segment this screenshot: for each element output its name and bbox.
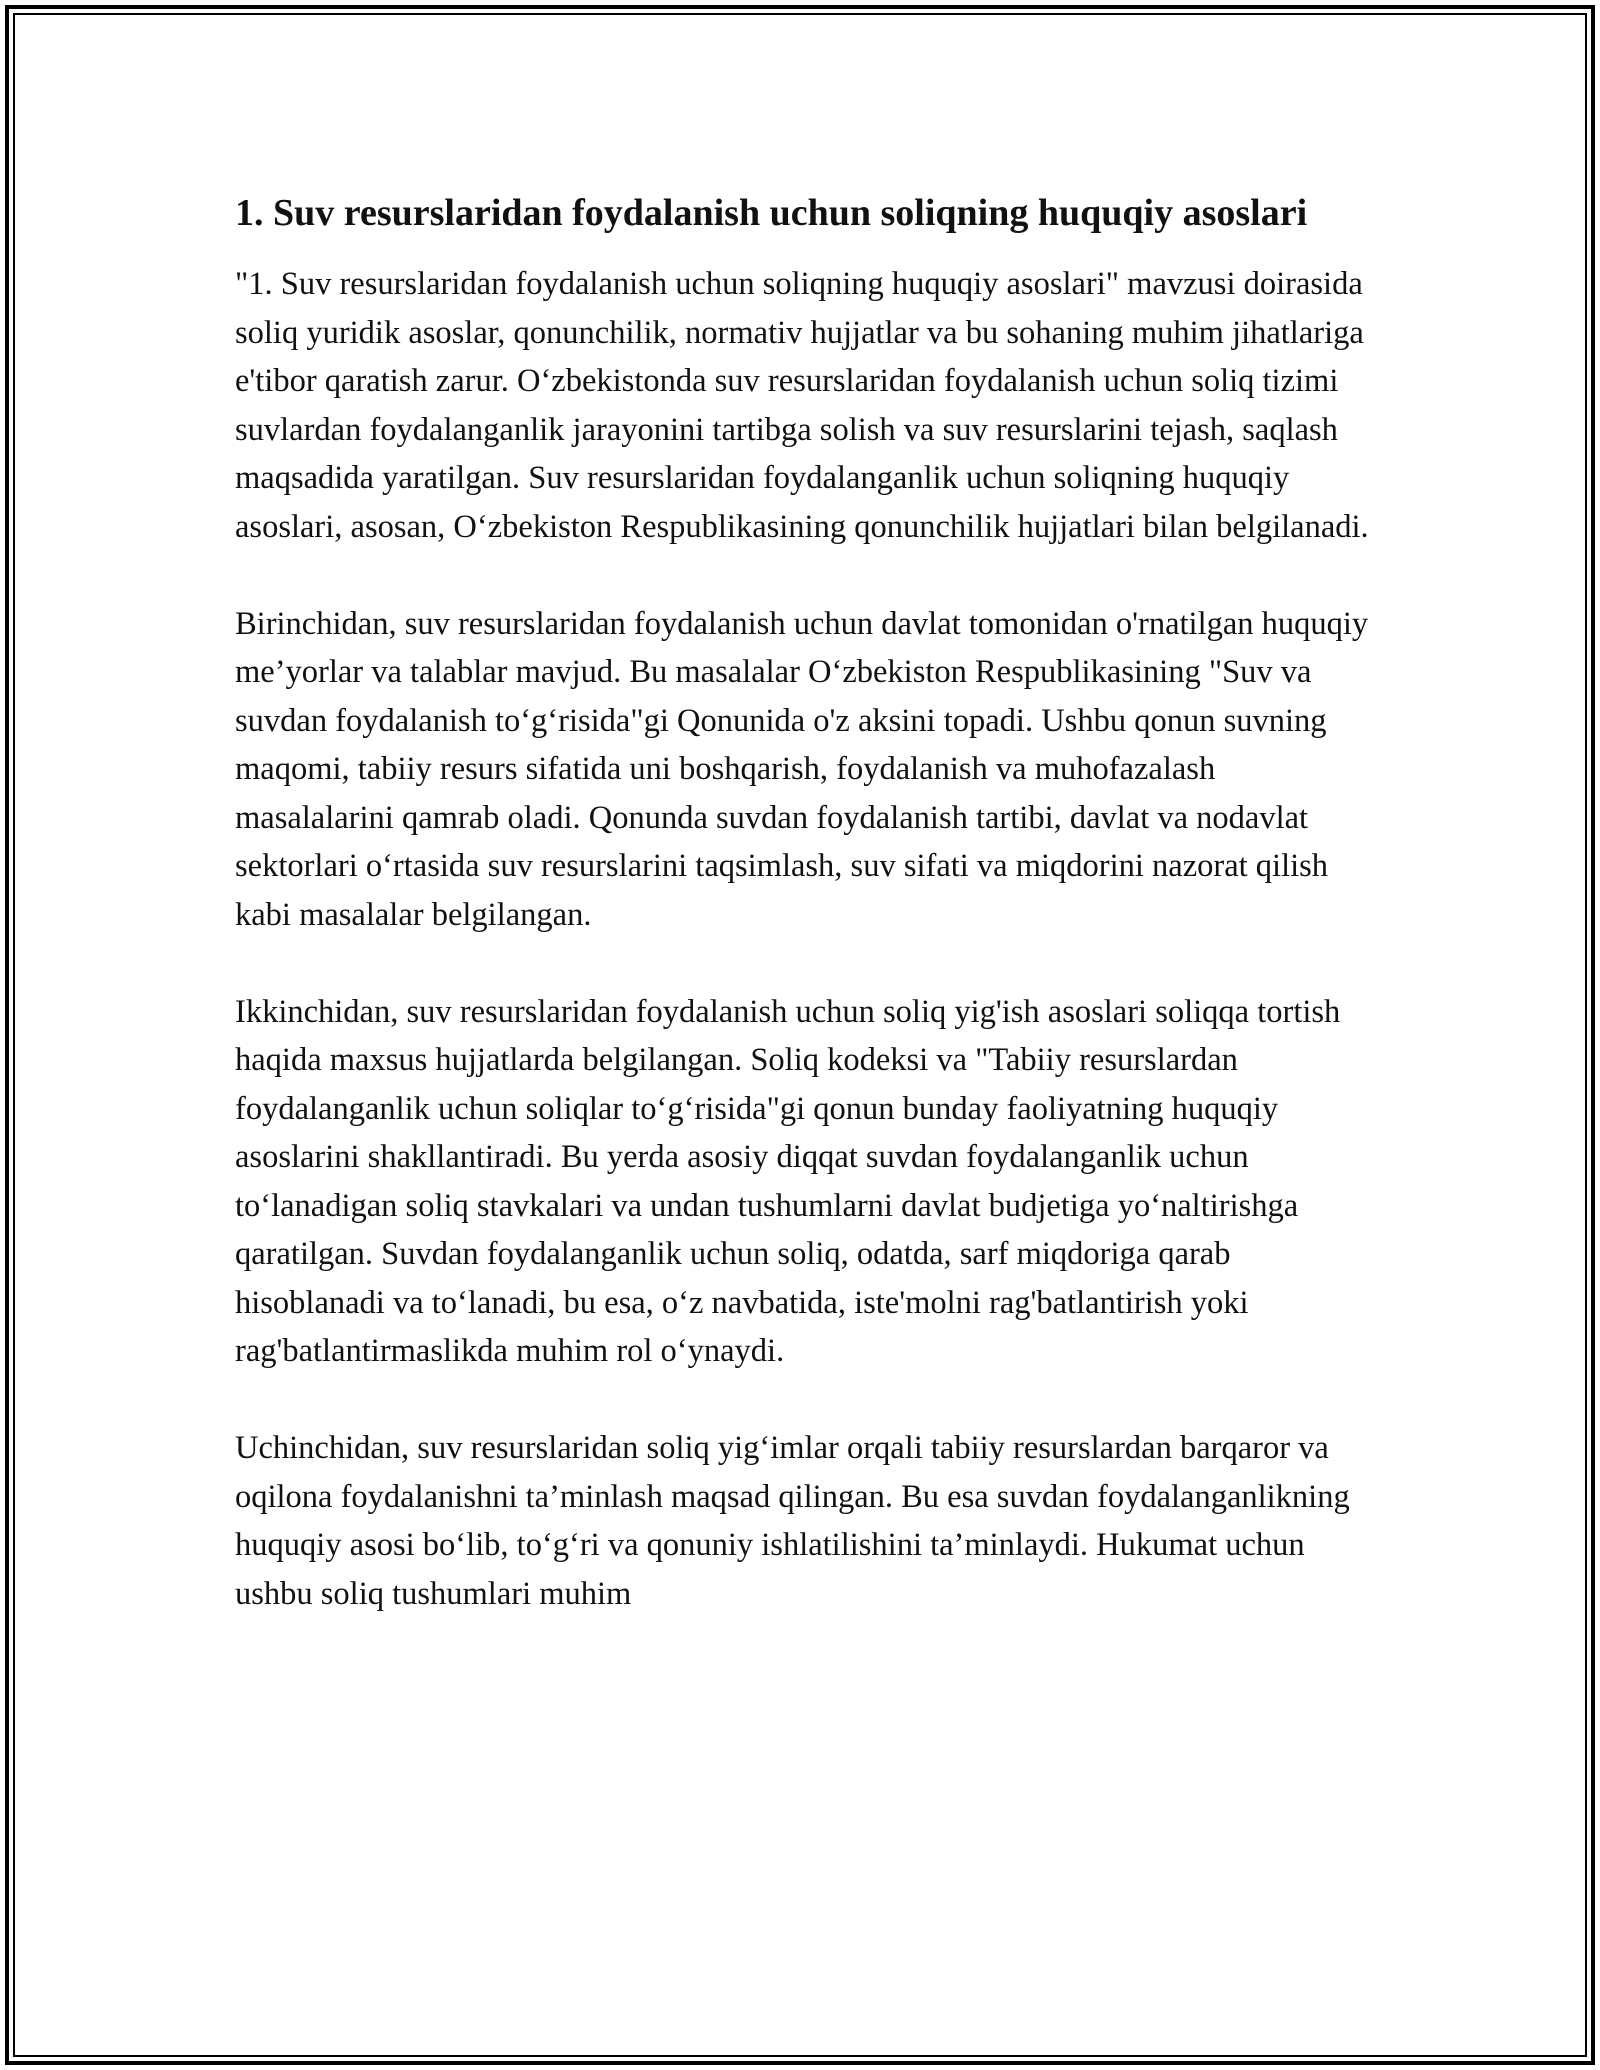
paragraph-third-point: Uchinchidan, suv resurslaridan soliq yig‘imlar orqali tabiiy resurslardan barqaror va oqilona foydalanishni ta’minlash maqsad qilingan. Bu esa suvdan foydalanganlikning huquqiy asosi bo‘lib, to‘g‘ri va qonuniy ishlatilishini ta’minlaydi. Hukumat uchun ushbu soliq tushumlari muhim (235, 1430, 1350, 1612)
paragraph-intro: "1. Suv resurslaridan foydalanish uchun soliqning huquqiy asoslari" mavzusi doirasida soliq yuridik asoslar, qonunchilik, normativ hujjatlar va bu sohaning muhim jihatlariga e'tibor qaratish zarur. O‘zbekistonda suv resurslaridan foydalanish uchun soliq tizimi suvlardan foydalanganlik jarayonini tartibga solish va suv resurslarini tejash, saqlash maqsadida yaratilgan. Suv resurslaridan foydalanganlik uchun soliqning huquqiy asoslari, asosan, O‘zbekiston Respublikasining qonunchilik hujjatlari bilan belgilanadi. (235, 266, 1369, 545)
paragraph-second-point: Ikkinchidan, suv resurslaridan foydalanish uchun soliq yig'ish asoslari soliqqa tortish haqida maxsus hujjatlarda belgilangan. Soliq kodeksi va "Tabiiy resurslardan foydalanganlik uchun soliqlar to‘g‘risida"gi qonun bunday faoliyatning huquqiy asoslarini shakllantiradi. Bu yerda asosiy diqqat suvdan foydalanganlik uchun to‘lanadigan soliq stavkalari va undan tushumlarni davlat budjetiga yo‘naltirishga qaratilgan. Suvdan foydalanganlik uchun soliq, odatda, sarf miqdoriga qarab hisoblanadi va to‘lanadi, bu esa, o‘z navbatida, iste'molni rag'batlantirish yoki rag'batlantirmaslikda muhim rol o‘ynaydi. (235, 993, 1341, 1369)
paragraph-first-point: Birinchidan, suv resurslaridan foydalanish uchun davlat tomonidan o'rnatilgan huquqiy me’yorlar va talablar mavjud. Bu masalalar O‘zbekiston Respublikasining "Suv va suvdan foydalanish to‘g‘risida"gi Qonunida o'z aksini topadi. Ushbu qonun suvning maqomi, tabiiy resurs sifatida uni boshqarish, foydalanish va muhofazalash masalalarini qamrab oladi. Qonunda suvdan foydalanish tartibi, davlat va nodavlat sektorlari o‘rtasida suv resurslarini taqsimlash, suv sifati va miqdorini nazorat qilish kabi masalalar belgilangan. (235, 605, 1369, 933)
section-title: 1. Suv resurslaridan foydalanish uchun soliqning huquqiy asoslari (235, 192, 1308, 234)
document-page (235, 186, 1375, 1667)
